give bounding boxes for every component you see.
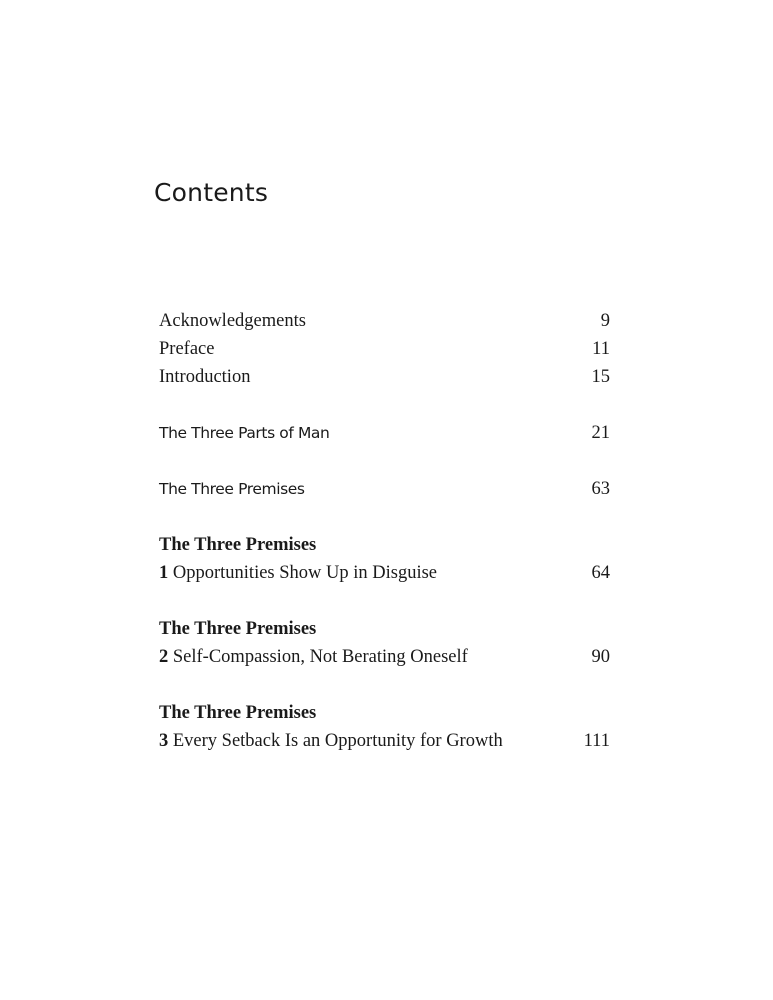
toc-entry-page: 11	[592, 339, 610, 359]
chapter-number: 1	[159, 563, 169, 583]
toc-entry-part-1	[159, 419, 610, 447]
toc-entry-label	[159, 559, 437, 587]
toc-entry-page: 90	[591, 647, 610, 667]
spacer	[159, 671, 610, 699]
toc-entry-label: The Three Premises	[159, 480, 305, 498]
spacer	[159, 503, 610, 531]
toc-entry-preface	[159, 335, 610, 363]
toc-entry-label: Introduction	[159, 367, 251, 387]
chapter-heading: The Three Premises	[159, 703, 317, 723]
toc-entry-part-2	[159, 475, 610, 503]
toc-entry-page: 9	[600, 311, 610, 331]
chapter-title: Opportunities Show Up in Disguise	[172, 563, 438, 583]
toc-entry-chapter-3	[159, 727, 610, 755]
toc-entry-page: 21	[591, 423, 610, 443]
toc-entry-page: 15	[591, 367, 610, 387]
toc-entry-introduction	[159, 363, 610, 391]
toc-entry-page: 63	[591, 479, 610, 499]
toc-entry-chapter-2	[159, 643, 610, 671]
toc-entry-label: The Three Parts of Man	[159, 424, 330, 442]
table-of-contents	[159, 307, 610, 755]
chapter-title: Every Setback Is an Opportunity for Growth	[172, 731, 503, 751]
toc-entry-acknowledgements	[159, 307, 610, 335]
chapter-heading: The Three Premises	[159, 535, 317, 555]
toc-entry-label: Acknowledgements	[159, 311, 306, 331]
chapter-number: 3	[159, 731, 169, 751]
toc-entry-label	[159, 643, 468, 671]
page-title: Contents	[154, 178, 269, 207]
toc-entry-label: Preface	[159, 339, 215, 359]
toc-entry-page: 111	[583, 731, 610, 751]
spacer	[159, 587, 610, 615]
toc-entry-page: 64	[591, 563, 610, 583]
toc-entry-chapter-1	[159, 559, 610, 587]
chapter-title: Self-Compassion, Not Berating Oneself	[172, 647, 468, 667]
chapter-heading: The Three Premises	[159, 619, 317, 639]
chapter-number: 2	[159, 647, 169, 667]
toc-entry-label	[159, 727, 503, 755]
spacer	[159, 391, 610, 419]
spacer	[159, 447, 610, 475]
